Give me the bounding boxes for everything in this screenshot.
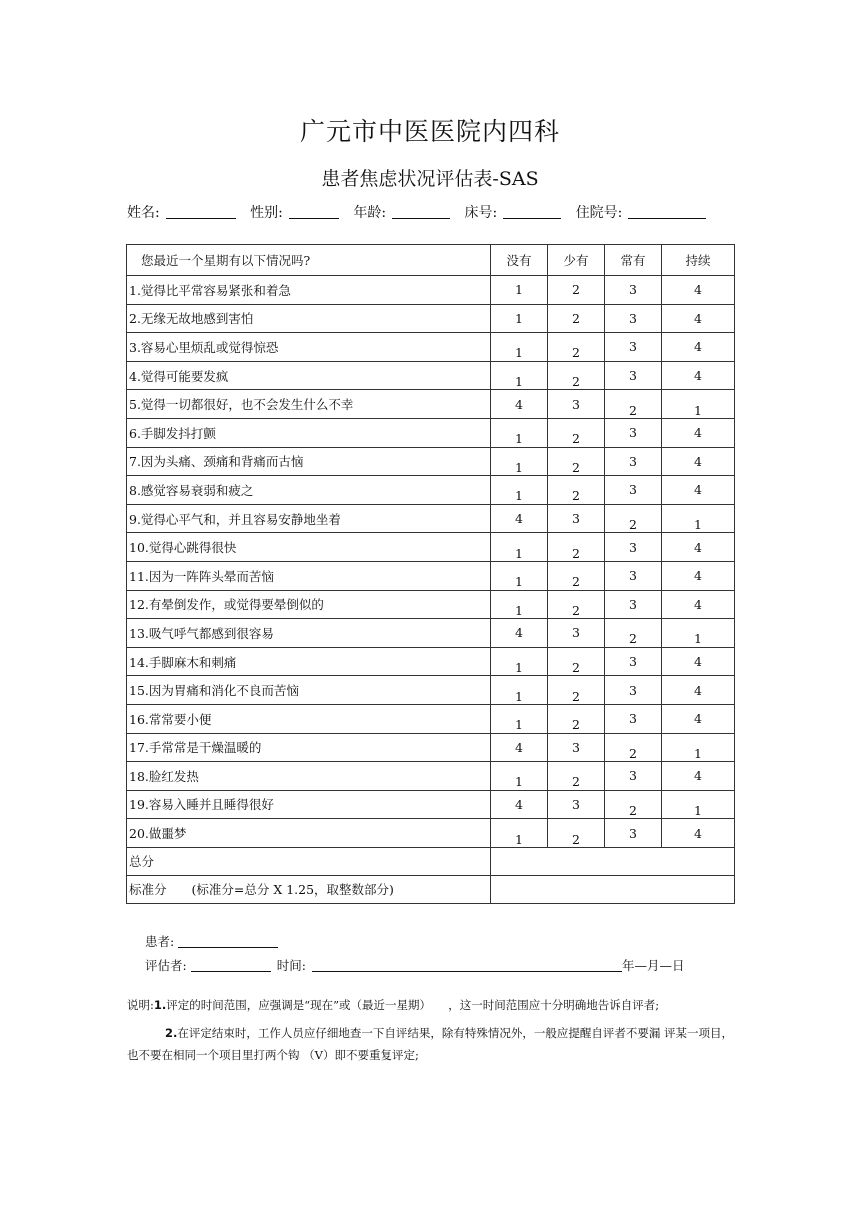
table-row xyxy=(127,590,735,619)
score-value: 4 xyxy=(515,739,523,755)
score-value: 1 xyxy=(515,831,523,847)
question-text: 20.做噩梦 xyxy=(127,819,491,848)
col-header-little: 少有 xyxy=(548,245,605,276)
score-value: 3 xyxy=(629,339,637,355)
question-text: 3.容易心里烦乱或觉得惊恐 xyxy=(127,333,491,362)
score-cell-little[interactable] xyxy=(548,533,605,562)
score-value: 2 xyxy=(572,831,580,847)
score-cell-none[interactable] xyxy=(491,561,548,590)
question-text: 2.无缘无故地感到害怕 xyxy=(127,304,491,333)
score-cell-none[interactable] xyxy=(491,333,548,362)
hospital-title: 广元市中医医院内四科 xyxy=(299,117,560,146)
score-value: 1 xyxy=(515,545,523,561)
patient-signature xyxy=(145,932,278,950)
score-cell-little[interactable] xyxy=(548,304,605,333)
standard-row-value[interactable] xyxy=(491,875,735,903)
score-value: 3 xyxy=(572,796,580,812)
score-value: 2 xyxy=(572,602,580,618)
question-text: 5.觉得一切都很好，也不会发生什么不幸 xyxy=(127,390,491,419)
score-value: 2 xyxy=(629,745,637,761)
total-row xyxy=(127,847,735,875)
table-row xyxy=(127,733,735,762)
score-value: 4 xyxy=(694,482,702,498)
standard-label: 标准分 (标准分=总分 X 1.25，取整数部分) xyxy=(127,875,491,903)
score-value: 2 xyxy=(572,545,580,561)
score-value: 4 xyxy=(694,310,702,326)
score-value: 4 xyxy=(515,511,523,527)
assessor-field[interactable] xyxy=(191,958,271,972)
score-cell-often[interactable] xyxy=(605,676,662,705)
score-cell-none[interactable] xyxy=(491,704,548,733)
score-value: 1 xyxy=(694,802,702,818)
score-value: 3 xyxy=(629,539,637,555)
age-field[interactable] xyxy=(392,204,450,219)
score-cell-little[interactable] xyxy=(548,704,605,733)
score-cell-always[interactable] xyxy=(662,561,735,590)
form-title: 患者焦虑状况评估表-SAS xyxy=(321,168,539,190)
score-value: 4 xyxy=(694,282,702,298)
score-cell-always[interactable] xyxy=(662,533,735,562)
assessor-label: 评估者: xyxy=(145,958,187,973)
score-value: 1 xyxy=(694,631,702,647)
score-cell-often[interactable] xyxy=(605,647,662,676)
score-value: 4 xyxy=(515,396,523,412)
question-text: 19.容易入睡并且睡得很好 xyxy=(127,790,491,819)
score-value: 4 xyxy=(694,825,702,841)
score-value: 1 xyxy=(515,345,523,361)
score-value: 3 xyxy=(629,568,637,584)
score-cell-none[interactable] xyxy=(491,619,548,648)
score-value: 1 xyxy=(515,459,523,475)
score-value: 4 xyxy=(515,625,523,641)
admission-field[interactable] xyxy=(628,204,706,219)
score-cell-little[interactable] xyxy=(548,276,605,305)
question-text: 12.有晕倒发作，或觉得要晕倒似的 xyxy=(127,590,491,619)
score-cell-often[interactable] xyxy=(605,704,662,733)
score-value: 3 xyxy=(629,768,637,784)
score-cell-none[interactable] xyxy=(491,790,548,819)
score-value: 4 xyxy=(694,453,702,469)
score-cell-little[interactable] xyxy=(548,619,605,648)
col-header-none: 没有 xyxy=(491,245,548,276)
score-cell-little[interactable] xyxy=(548,333,605,362)
score-cell-often[interactable] xyxy=(605,619,662,648)
table-row xyxy=(127,790,735,819)
col-header-always: 持续 xyxy=(662,245,735,276)
score-cell-always[interactable] xyxy=(662,733,735,762)
score-cell-always[interactable] xyxy=(662,619,735,648)
table-row xyxy=(127,647,735,676)
score-cell-always[interactable] xyxy=(662,333,735,362)
question-text: 15.因为胃痛和消化不良而苦恼 xyxy=(127,676,491,705)
score-cell-none[interactable] xyxy=(491,418,548,447)
score-value: 4 xyxy=(515,796,523,812)
score-value: 4 xyxy=(694,425,702,441)
score-value: 3 xyxy=(629,825,637,841)
score-value: 2 xyxy=(572,574,580,590)
score-cell-often[interactable] xyxy=(605,819,662,848)
table-row xyxy=(127,333,735,362)
score-cell-often[interactable] xyxy=(605,790,662,819)
table-row xyxy=(127,304,735,333)
score-cell-often[interactable] xyxy=(605,762,662,791)
score-cell-always[interactable] xyxy=(662,790,735,819)
score-cell-always[interactable] xyxy=(662,390,735,419)
score-cell-little[interactable] xyxy=(548,819,605,848)
score-value: 3 xyxy=(629,425,637,441)
score-cell-always[interactable] xyxy=(662,819,735,848)
score-cell-none[interactable] xyxy=(491,447,548,476)
score-value: 3 xyxy=(572,625,580,641)
question-text: 14.手脚麻木和刺痛 xyxy=(127,647,491,676)
note-2 xyxy=(127,1022,737,1066)
score-value: 4 xyxy=(694,596,702,612)
score-cell-often[interactable] xyxy=(605,304,662,333)
score-cell-often[interactable] xyxy=(605,276,662,305)
score-value: 1 xyxy=(694,402,702,418)
standard-row xyxy=(127,875,735,903)
table-row xyxy=(127,619,735,648)
score-cell-none[interactable] xyxy=(491,733,548,762)
question-text: 18.脸红发热 xyxy=(127,762,491,791)
score-value: 1 xyxy=(515,602,523,618)
score-value: 1 xyxy=(515,310,523,326)
score-cell-always[interactable] xyxy=(662,276,735,305)
score-value: 2 xyxy=(572,660,580,676)
score-value: 2 xyxy=(629,402,637,418)
score-cell-often[interactable] xyxy=(605,590,662,619)
assessor-signature xyxy=(145,956,684,974)
sas-table xyxy=(126,244,735,904)
score-cell-always[interactable] xyxy=(662,304,735,333)
score-value: 3 xyxy=(629,682,637,698)
score-cell-little[interactable] xyxy=(548,676,605,705)
score-value: 2 xyxy=(572,374,580,390)
score-value: 2 xyxy=(572,431,580,447)
score-value: 2 xyxy=(629,517,637,533)
score-value: 3 xyxy=(629,282,637,298)
score-cell-always[interactable] xyxy=(662,704,735,733)
score-cell-always[interactable] xyxy=(662,590,735,619)
score-cell-none[interactable] xyxy=(491,590,548,619)
score-value: 3 xyxy=(629,482,637,498)
question-text: 11.因为一阵阵头晕而苦恼 xyxy=(127,561,491,590)
table-row xyxy=(127,676,735,705)
time-field[interactable] xyxy=(312,958,622,972)
score-value: 1 xyxy=(515,574,523,590)
score-value: 2 xyxy=(572,282,580,298)
score-value: 1 xyxy=(515,282,523,298)
score-value: 2 xyxy=(629,802,637,818)
score-value: 2 xyxy=(572,459,580,475)
note-2-number: 2. xyxy=(165,1026,178,1040)
score-cell-none[interactable] xyxy=(491,304,548,333)
score-cell-little[interactable] xyxy=(548,390,605,419)
score-value: 1 xyxy=(515,660,523,676)
score-cell-always[interactable] xyxy=(662,361,735,390)
table-row xyxy=(127,418,735,447)
score-value: 4 xyxy=(694,654,702,670)
score-value: 4 xyxy=(694,568,702,584)
score-value: 1 xyxy=(515,488,523,504)
score-cell-always[interactable] xyxy=(662,476,735,505)
score-value: 2 xyxy=(572,774,580,790)
note-2-text: 在评定结束时，工作人员应仔细地查一下自评结果，除有特殊情况外，一般应提醒自评者不要漏 评某一项目，也不要在相同一个项目里打两个钩 （V）即不要重复评定; xyxy=(127,1026,734,1062)
question-text: 16.常常要小便 xyxy=(127,704,491,733)
score-cell-often[interactable] xyxy=(605,504,662,533)
table-row xyxy=(127,819,735,848)
score-value: 4 xyxy=(694,368,702,384)
note-prefix: 说明: xyxy=(127,998,154,1012)
question-text: 8.感觉容易衰弱和疲之 xyxy=(127,476,491,505)
score-cell-none[interactable] xyxy=(491,361,548,390)
score-cell-often[interactable] xyxy=(605,561,662,590)
score-value: 1 xyxy=(515,374,523,390)
score-cell-always[interactable] xyxy=(662,762,735,791)
table-row xyxy=(127,361,735,390)
note-1 xyxy=(127,997,659,1013)
score-cell-often[interactable] xyxy=(605,476,662,505)
score-cell-little[interactable] xyxy=(548,447,605,476)
score-cell-none[interactable] xyxy=(491,504,548,533)
score-cell-always[interactable] xyxy=(662,447,735,476)
table-header-row xyxy=(127,245,735,276)
score-value: 1 xyxy=(515,688,523,704)
score-cell-little[interactable] xyxy=(548,762,605,791)
score-value: 1 xyxy=(515,774,523,790)
score-value: 3 xyxy=(572,739,580,755)
score-value: 2 xyxy=(572,345,580,361)
col-header-often: 常有 xyxy=(605,245,662,276)
score-cell-little[interactable] xyxy=(548,504,605,533)
question-text: 1.觉得比平常容易紧张和着急 xyxy=(127,276,491,305)
score-cell-little[interactable] xyxy=(548,733,605,762)
total-row-value[interactable] xyxy=(491,847,735,875)
table-row xyxy=(127,762,735,791)
score-value: 2 xyxy=(572,488,580,504)
score-cell-always[interactable] xyxy=(662,418,735,447)
score-cell-always[interactable] xyxy=(662,504,735,533)
score-cell-often[interactable] xyxy=(605,361,662,390)
score-value: 3 xyxy=(629,596,637,612)
score-value: 3 xyxy=(572,511,580,527)
note-1-text: 评定的时间范围，应强调是“现在”或（最近一星期） ，这一时间范围应十分明确地告诉自评者; xyxy=(166,998,660,1012)
table-row xyxy=(127,533,735,562)
score-cell-little[interactable] xyxy=(548,361,605,390)
question-text: 7.因为头痛、颈痛和背痛而古恼 xyxy=(127,447,491,476)
score-value: 2 xyxy=(572,310,580,326)
table-row xyxy=(127,276,735,305)
table-row xyxy=(127,447,735,476)
question-text: 4.觉得可能要发疯 xyxy=(127,361,491,390)
score-value: 2 xyxy=(572,688,580,704)
table-row xyxy=(127,561,735,590)
score-value: 4 xyxy=(694,768,702,784)
score-cell-often[interactable] xyxy=(605,733,662,762)
score-cell-none[interactable] xyxy=(491,476,548,505)
score-cell-none[interactable] xyxy=(491,533,548,562)
age-label: 年龄: xyxy=(353,205,387,221)
table-row xyxy=(127,704,735,733)
note-1-number: 1. xyxy=(153,998,167,1012)
table-row xyxy=(127,390,735,419)
score-value: 2 xyxy=(572,717,580,733)
table-row xyxy=(127,476,735,505)
score-cell-little[interactable] xyxy=(548,418,605,447)
score-value: 1 xyxy=(515,431,523,447)
name-field[interactable] xyxy=(166,204,236,219)
question-text: 6.手脚发抖打颤 xyxy=(127,418,491,447)
gender-field[interactable] xyxy=(289,204,339,219)
score-cell-often[interactable] xyxy=(605,418,662,447)
score-cell-little[interactable] xyxy=(548,476,605,505)
score-value: 4 xyxy=(694,339,702,355)
score-cell-often[interactable] xyxy=(605,447,662,476)
total-label: 总分 xyxy=(127,847,491,875)
score-value: 4 xyxy=(694,682,702,698)
score-value: 4 xyxy=(694,711,702,727)
bed-label: 床号: xyxy=(464,205,498,221)
date-suffix: 年—月—日 xyxy=(621,958,685,973)
score-value: 3 xyxy=(629,711,637,727)
bed-field[interactable] xyxy=(503,204,561,219)
score-cell-little[interactable] xyxy=(548,590,605,619)
score-cell-little[interactable] xyxy=(548,790,605,819)
question-text: 13.吸气呼气都感到很容易 xyxy=(127,619,491,648)
time-label: 时间: xyxy=(276,958,306,973)
score-value: 1 xyxy=(694,745,702,761)
score-value: 1 xyxy=(694,517,702,533)
score-cell-none[interactable] xyxy=(491,676,548,705)
score-cell-little[interactable] xyxy=(548,561,605,590)
admission-label: 住院号: xyxy=(575,205,623,221)
score-value: 3 xyxy=(629,654,637,670)
patient-field[interactable] xyxy=(178,934,278,948)
score-cell-often[interactable] xyxy=(605,390,662,419)
score-value: 1 xyxy=(515,717,523,733)
question-text: 10.觉得心跳得很快 xyxy=(127,533,491,562)
score-cell-none[interactable] xyxy=(491,819,548,848)
score-value: 2 xyxy=(629,631,637,647)
score-cell-none[interactable] xyxy=(491,647,548,676)
question-text: 9.觉得心平气和，并且容易安静地坐着 xyxy=(127,504,491,533)
patient-label: 患者: xyxy=(145,934,175,949)
score-cell-little[interactable] xyxy=(548,647,605,676)
score-cell-none[interactable] xyxy=(491,276,548,305)
score-value: 3 xyxy=(629,310,637,326)
table-row xyxy=(127,504,735,533)
score-cell-often[interactable] xyxy=(605,333,662,362)
score-value: 3 xyxy=(572,396,580,412)
name-label: 姓名: xyxy=(127,205,160,221)
patient-info-line xyxy=(127,202,706,222)
score-cell-always[interactable] xyxy=(662,647,735,676)
gender-label: 性别: xyxy=(250,205,283,221)
score-cell-none[interactable] xyxy=(491,762,548,791)
score-cell-always[interactable] xyxy=(662,676,735,705)
score-value: 3 xyxy=(629,368,637,384)
score-cell-none[interactable] xyxy=(491,390,548,419)
score-cell-often[interactable] xyxy=(605,533,662,562)
question-header: 您最近一个星期有以下情况吗? xyxy=(127,245,491,276)
score-value: 4 xyxy=(694,539,702,555)
score-value: 3 xyxy=(629,453,637,469)
question-text: 17.手常常是干燥温暖的 xyxy=(127,733,491,762)
